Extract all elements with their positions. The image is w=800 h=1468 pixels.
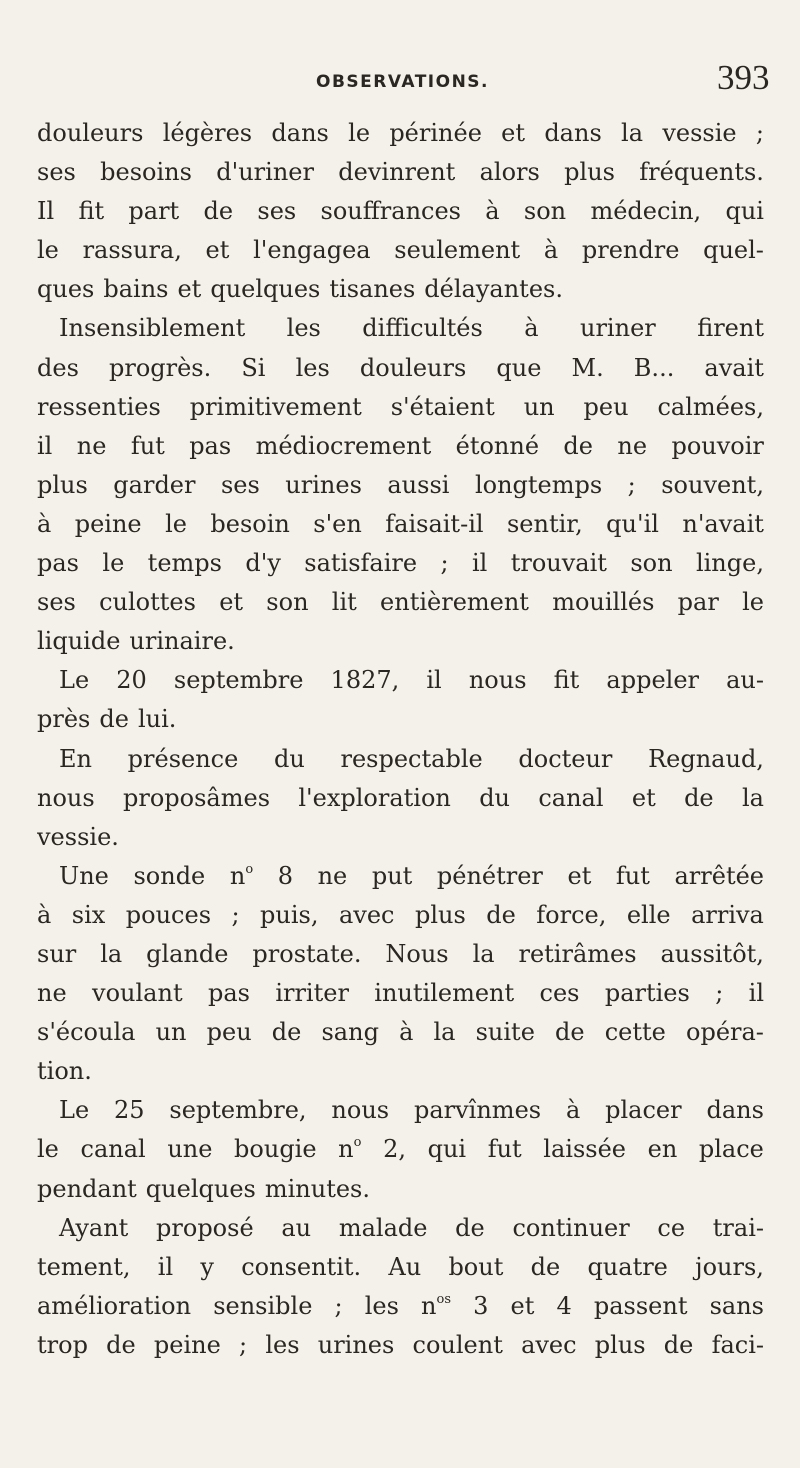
word: dans: [544, 119, 602, 147]
word: Ayant: [59, 1213, 129, 1242]
word: et: [501, 119, 526, 147]
word: de: [530, 1252, 561, 1281]
text-line: [37, 427, 764, 466]
word: arriva: [691, 900, 764, 929]
text-line: [37, 700, 764, 739]
word: faci-: [711, 1330, 764, 1359]
word: de: [99, 705, 129, 734]
word: de: [271, 1018, 302, 1047]
word: jours,: [695, 1252, 764, 1281]
word: inutilement: [374, 979, 515, 1008]
word: ;: [334, 1291, 343, 1320]
word: ;: [715, 979, 724, 1008]
word: il: [748, 979, 764, 1008]
word: s'étaient: [390, 392, 495, 421]
word: étonné: [455, 431, 540, 460]
word: les: [364, 1291, 399, 1320]
text-line: [37, 270, 764, 309]
word: et: [510, 1291, 535, 1320]
word: pas: [207, 979, 250, 1008]
word: sonde: [133, 861, 206, 890]
word: retirâmes: [518, 939, 637, 968]
text-line: [37, 974, 764, 1013]
word: tisanes: [329, 275, 416, 304]
word: ;: [627, 470, 636, 499]
word: plus: [564, 158, 615, 187]
word: 1827,: [330, 666, 400, 695]
word: place: [698, 1135, 764, 1164]
word: nous: [468, 666, 527, 695]
word: y: [200, 1252, 214, 1281]
word: part: [128, 197, 180, 226]
word: Regnaud,: [648, 744, 764, 773]
word: Il: [37, 197, 55, 226]
word: d'y: [245, 549, 281, 578]
word: lit: [331, 588, 357, 617]
word: quatre: [587, 1252, 668, 1281]
word: irriter: [275, 979, 349, 1008]
word: les: [265, 1330, 300, 1359]
word: ques: [37, 275, 95, 304]
word: amélioration: [37, 1291, 192, 1320]
text-line: [37, 1052, 764, 1091]
word: plus: [414, 900, 466, 929]
word: peu: [583, 392, 629, 421]
text-line: [37, 1326, 764, 1365]
word: Le: [59, 1096, 90, 1125]
word: mouillés: [552, 588, 655, 617]
word: que: [496, 353, 542, 382]
word: bout: [448, 1252, 504, 1281]
word: qui: [725, 197, 764, 226]
text-line: [37, 1248, 764, 1287]
word: délayantes.: [424, 275, 563, 304]
word: Nous: [385, 939, 449, 968]
word: 4: [556, 1291, 572, 1320]
word: primitivement: [189, 392, 362, 421]
word: firent: [697, 314, 764, 343]
word: proposâmes: [123, 783, 271, 812]
word: trai-: [712, 1213, 764, 1242]
text-line: [37, 466, 764, 505]
word: pénétrer: [436, 861, 543, 890]
text-line: [37, 740, 764, 779]
word: malade: [338, 1213, 428, 1242]
word: elle: [626, 900, 671, 929]
word: proposé: [156, 1213, 254, 1242]
word: il: [37, 431, 53, 460]
word: $n^o$: [229, 861, 254, 890]
word: périnée: [389, 119, 482, 147]
text-line: [37, 1091, 764, 1130]
word: de: [563, 431, 593, 460]
word: son: [523, 197, 567, 226]
word: culottes: [99, 588, 196, 617]
word: Le: [59, 666, 90, 695]
word: la: [621, 119, 644, 147]
word: avec: [338, 900, 395, 929]
word: suite: [475, 1018, 535, 1047]
word: de: [486, 900, 516, 929]
word: qu'il: [606, 509, 659, 538]
word: souffrances: [320, 197, 461, 226]
word: de: [555, 1018, 585, 1047]
word: force,: [536, 900, 607, 929]
running-title: OBSERVATIONS.: [316, 72, 489, 92]
word: nous: [331, 1096, 390, 1125]
word: appeler: [606, 666, 699, 695]
word: le: [37, 236, 59, 265]
word: rassura,: [82, 236, 182, 265]
word: et: [567, 861, 592, 890]
word: et: [205, 236, 230, 265]
word: $n^{os}$: [421, 1291, 451, 1320]
word: plus: [594, 1330, 646, 1359]
word: dans: [706, 1096, 764, 1125]
word: son: [630, 549, 673, 578]
word: trouvait: [510, 549, 607, 578]
text-line: [37, 544, 764, 583]
word: de: [684, 783, 714, 812]
text-line: [37, 153, 764, 192]
word: à: [565, 1096, 581, 1125]
text-line: [37, 818, 764, 857]
text-line: [37, 583, 764, 622]
word: docteur: [518, 744, 613, 773]
word: il: [157, 1252, 174, 1281]
word: respectable: [340, 744, 483, 773]
word: du: [274, 744, 305, 773]
text-line: [37, 857, 764, 896]
word: prendre: [581, 236, 680, 265]
text-line: [37, 1170, 764, 1209]
word: difficultés: [362, 314, 483, 343]
text-line: [37, 1287, 764, 1326]
word: urinaire.: [129, 627, 235, 656]
word: urines: [317, 1330, 395, 1359]
text-line: [37, 779, 764, 818]
word: fut: [130, 431, 165, 460]
word: le: [37, 1135, 59, 1164]
word: calmées,: [657, 392, 764, 421]
word: ne: [37, 979, 67, 1008]
word: bougie: [234, 1135, 317, 1164]
word: les: [295, 353, 330, 382]
word: glande: [146, 939, 229, 968]
word: pouvoir: [671, 431, 764, 460]
word: entièrement: [380, 588, 529, 617]
word: à: [399, 1018, 414, 1047]
word: $n^o$: [338, 1135, 362, 1164]
word: souvent,: [661, 470, 764, 499]
word: présence: [127, 744, 239, 773]
word: son: [266, 588, 309, 617]
word: ne: [617, 431, 648, 460]
text-line: [37, 1013, 764, 1052]
word: devinrent: [338, 158, 456, 187]
word: ;: [231, 900, 240, 929]
word: cette: [604, 1018, 666, 1047]
word: peine: [74, 509, 142, 538]
word: fréquents.: [639, 158, 764, 187]
word: ce: [657, 1213, 686, 1242]
word: Au: [388, 1252, 422, 1281]
word: sensible: [213, 1291, 313, 1320]
word: six: [71, 900, 106, 929]
text-line: [37, 114, 764, 153]
word: pendant: [37, 1174, 137, 1203]
word: ;: [755, 119, 764, 147]
word: nous: [37, 783, 95, 812]
word: une: [167, 1135, 213, 1164]
word: médiocrement: [255, 431, 432, 460]
word: parvînmes: [413, 1096, 542, 1125]
word: 25: [114, 1096, 145, 1125]
word: pas: [37, 549, 79, 578]
word: de: [455, 1213, 485, 1242]
word: seulement: [394, 236, 521, 265]
word: M.: [571, 353, 604, 382]
word: n'avait: [682, 509, 764, 538]
word: un: [523, 392, 555, 421]
word: besoin: [210, 509, 290, 538]
word: 2,: [383, 1135, 406, 1164]
word: coulent: [412, 1330, 503, 1359]
word: de: [203, 197, 234, 226]
word: En: [59, 744, 92, 773]
body-text: [37, 114, 764, 1365]
word: trop: [37, 1330, 88, 1359]
text-line: [37, 192, 764, 231]
word: bains: [103, 275, 169, 304]
word: près: [37, 705, 91, 734]
word: Insensiblement: [59, 314, 246, 343]
word: quelques: [145, 1174, 256, 1203]
word: aussitôt,: [660, 939, 764, 968]
word: temps: [147, 549, 222, 578]
word: canal: [538, 783, 604, 812]
word: au-: [726, 666, 764, 695]
word: ne: [76, 431, 107, 460]
word: au: [281, 1213, 312, 1242]
word: à: [524, 314, 539, 343]
word: linge,: [695, 549, 764, 578]
word: progrès.: [108, 353, 212, 382]
word: 3: [473, 1291, 489, 1320]
text-line: [37, 349, 764, 388]
word: du: [479, 783, 511, 812]
word: la: [433, 1018, 456, 1047]
word: passent: [593, 1291, 688, 1320]
word: garder: [113, 470, 196, 499]
word: douleurs: [359, 353, 467, 382]
page-number: 393: [717, 58, 770, 97]
word: Si: [241, 353, 266, 382]
word: en: [647, 1135, 678, 1164]
word: puis,: [260, 900, 319, 929]
word: lui.: [137, 705, 177, 734]
word: laissée: [543, 1135, 626, 1164]
word: à: [37, 509, 52, 538]
word: à: [37, 900, 52, 929]
word: sans: [709, 1291, 764, 1320]
word: avec: [521, 1330, 577, 1359]
word: douleurs: [37, 119, 144, 147]
word: par: [677, 588, 719, 617]
word: arrêtée: [674, 861, 764, 890]
word: le: [742, 588, 764, 617]
word: Une: [59, 861, 109, 890]
word: quelques: [210, 275, 321, 304]
word: la: [741, 783, 764, 812]
word: sentir,: [506, 509, 583, 538]
word: longtemps: [474, 470, 603, 499]
word: le: [102, 549, 125, 578]
word: pouces: [125, 900, 212, 929]
word: put: [371, 861, 413, 890]
word: la: [472, 939, 495, 968]
word: l'exploration: [298, 783, 451, 812]
text-line: [37, 896, 764, 935]
word: plus: [37, 470, 88, 499]
word: tement,: [37, 1252, 131, 1281]
word: la: [100, 939, 123, 968]
word: de: [663, 1330, 694, 1359]
text-line: [37, 231, 764, 270]
word: canal: [80, 1135, 146, 1164]
word: médecin,: [590, 197, 702, 226]
word: ses: [257, 197, 297, 226]
word: tion.: [37, 1057, 92, 1086]
word: ses: [37, 588, 76, 617]
word: voulant: [92, 979, 183, 1008]
word: peine: [153, 1330, 221, 1359]
word: pas: [189, 431, 232, 460]
word: urines: [285, 470, 362, 499]
word: de: [106, 1330, 136, 1359]
word: consentit.: [241, 1252, 362, 1281]
word: vessie.: [37, 822, 119, 851]
word: et: [631, 783, 656, 812]
word: fit: [553, 666, 580, 695]
word: dans: [271, 119, 329, 147]
word: l'engagea: [253, 236, 371, 265]
word: il: [426, 666, 442, 695]
word: liquide: [37, 627, 121, 656]
text-line: [37, 309, 764, 348]
word: parties: [604, 979, 690, 1008]
word: faisait-il: [385, 509, 484, 538]
word: le: [348, 119, 371, 147]
word: 8: [277, 861, 293, 890]
word: placer: [605, 1096, 682, 1125]
word: avait: [704, 353, 764, 382]
word: sang: [321, 1018, 379, 1047]
word: le: [165, 509, 187, 538]
word: s'écoula: [37, 1018, 136, 1047]
word: satisfaire: [304, 549, 418, 578]
text-line: [37, 505, 764, 544]
word: fut: [615, 861, 650, 890]
word: uriner: [580, 314, 656, 343]
word: un: [155, 1018, 187, 1047]
word: ses: [37, 158, 76, 187]
word: légères: [162, 119, 253, 147]
word: prostate.: [252, 939, 362, 968]
word: ces: [539, 979, 580, 1008]
word: minutes.: [264, 1174, 370, 1203]
word: les: [286, 314, 321, 343]
word: sur: [37, 939, 77, 968]
word: vessie: [662, 119, 737, 147]
word: 20: [116, 666, 147, 695]
word: il: [471, 549, 488, 578]
word: s'en: [313, 509, 362, 538]
word: B...: [633, 353, 675, 382]
word: à: [543, 236, 559, 265]
word: fut: [487, 1135, 522, 1164]
word: des: [37, 353, 79, 382]
word: ne: [317, 861, 348, 890]
word: alors: [479, 158, 540, 187]
word: et: [219, 588, 244, 617]
word: à: [485, 197, 500, 226]
word: quel-: [703, 236, 764, 265]
word: ;: [440, 549, 449, 578]
word: et: [177, 275, 202, 304]
word: d'uriner: [216, 158, 314, 187]
word: qui: [427, 1135, 467, 1164]
word: ses: [220, 470, 260, 499]
word: fit: [78, 197, 105, 226]
word: peu: [206, 1018, 252, 1047]
text-line: [37, 661, 764, 700]
word: septembre: [173, 666, 304, 695]
text-line: [37, 622, 764, 661]
word: aussi: [387, 470, 450, 499]
word: ;: [239, 1330, 248, 1359]
text-line: [37, 1130, 764, 1169]
word: septembre,: [169, 1096, 307, 1125]
text-line: [37, 388, 764, 427]
text-line: [37, 935, 764, 974]
word: opéra-: [686, 1018, 764, 1047]
word: ressenties: [37, 392, 161, 421]
text-line: [37, 1209, 764, 1248]
word: besoins: [100, 158, 192, 187]
word: continuer: [512, 1213, 630, 1242]
